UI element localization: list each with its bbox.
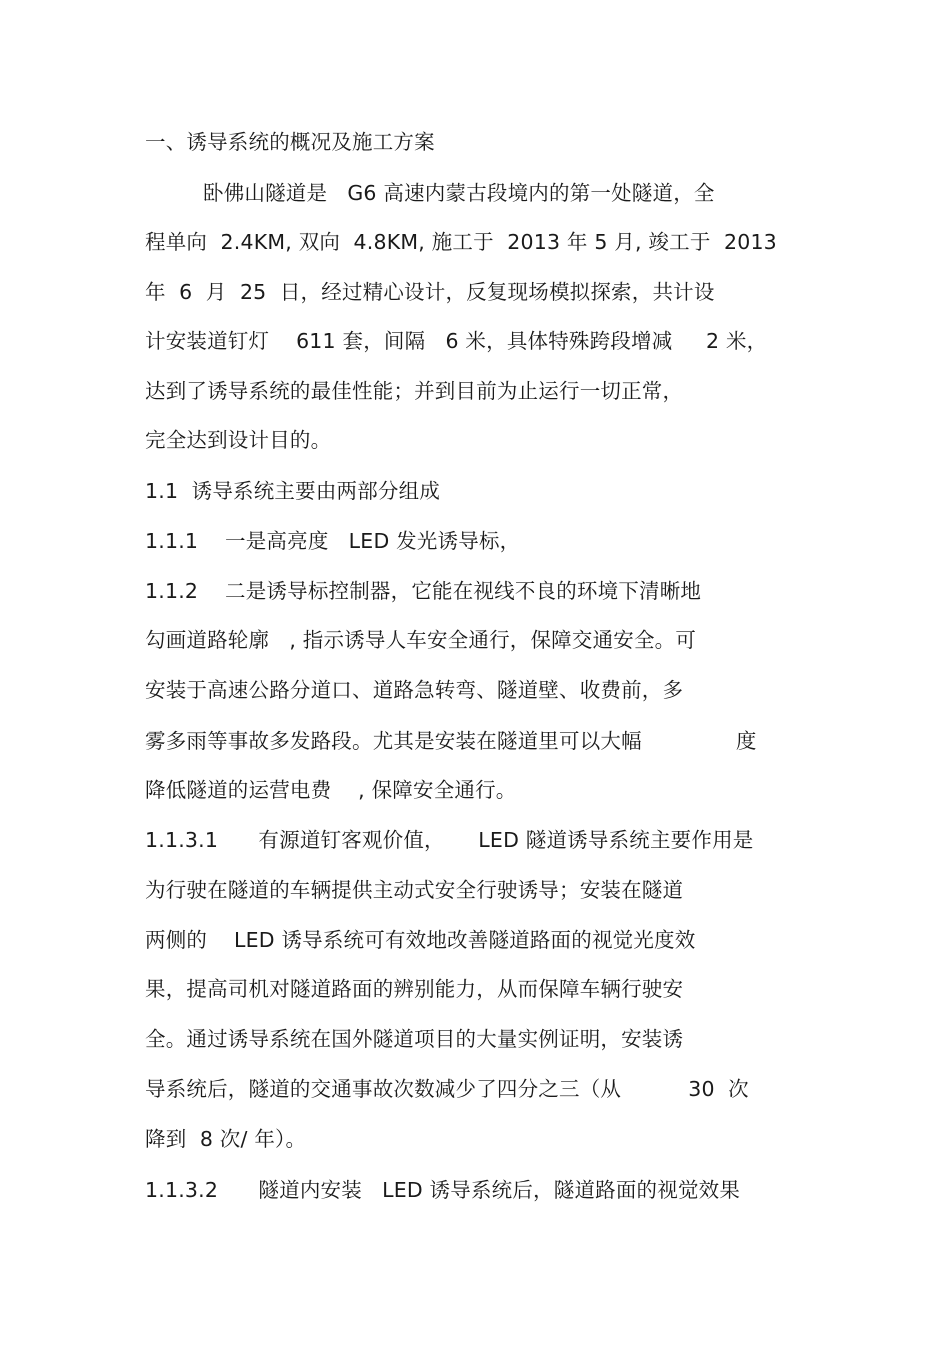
list-item: 1.1.2 二是诱导标控制器，它能在视线不良的环境下清晰地: [145, 579, 702, 603]
subsection-heading: 1.1 诱导系统主要由两部分组成: [145, 479, 441, 503]
paragraph-line: 全。通过诱导系统在国外隧道项目的大量实例证明，安装诱: [145, 1027, 684, 1051]
paragraph-line: 程单向 2.4KM, 双向 4.8KM, 施工于 2013 年 5 月, 竣工于 2013: [145, 230, 777, 254]
paragraph-line: 勾画道路轮廓 , 指示诱导人车安全通行，保障交通安全。可: [145, 628, 697, 652]
paragraph-line: 降到 8 次/ 年）。: [145, 1127, 307, 1151]
paragraph-line: 两侧的 LED 诱导系统可有效地改善隧道路面的视觉光度效: [145, 928, 696, 952]
paragraph-line: 安装于高速公路分道口、道路急转弯、隧道壁、收费前，多: [145, 678, 684, 702]
paragraph-line: 导系统后，隧道的交通事故次数减少了四分之三（从 30 次: [145, 1077, 749, 1101]
paragraph-line: 年 6 月 25 日，经过精心设计，反复现场模拟探索，共计设: [145, 280, 715, 304]
section-heading: 一、诱导系统的概况及施工方案: [145, 130, 435, 154]
paragraph-line: 达到了诱导系统的最佳性能；并到目前为止运行一切正常，: [145, 379, 684, 403]
list-item: 1.1.3.2 隧道内安装 LED 诱导系统后，隧道路面的视觉效果: [145, 1178, 741, 1202]
list-item: 1.1.1 一是高亮度 LED 发光诱导标，: [145, 529, 521, 553]
paragraph-line: 卧佛山隧道是 G6 高速内蒙古段境内的第一处隧道，全: [203, 181, 715, 205]
paragraph-line: 完全达到设计目的。: [145, 428, 332, 452]
paragraph-line: 降低隧道的运营电费 , 保障安全通行。: [145, 778, 517, 802]
paragraph-line: 为行驶在隧道的车辆提供主动式安全行驶诱导；安装在隧道: [145, 878, 684, 902]
paragraph-line: 雾多雨等事故多发路段。尤其是安装在隧道里可以大幅 度: [145, 729, 757, 753]
list-item: 1.1.3.1 有源道钉客观价值， LED 隧道诱导系统主要作用是: [145, 828, 754, 852]
paragraph-line: 果，提高司机对隧道路面的辨别能力，从而保障车辆行驶安: [145, 977, 684, 1001]
paragraph-line: 计安装道钉灯 611 套，间隔 6 米，具体特殊跨段增减 2 米，: [145, 329, 768, 353]
